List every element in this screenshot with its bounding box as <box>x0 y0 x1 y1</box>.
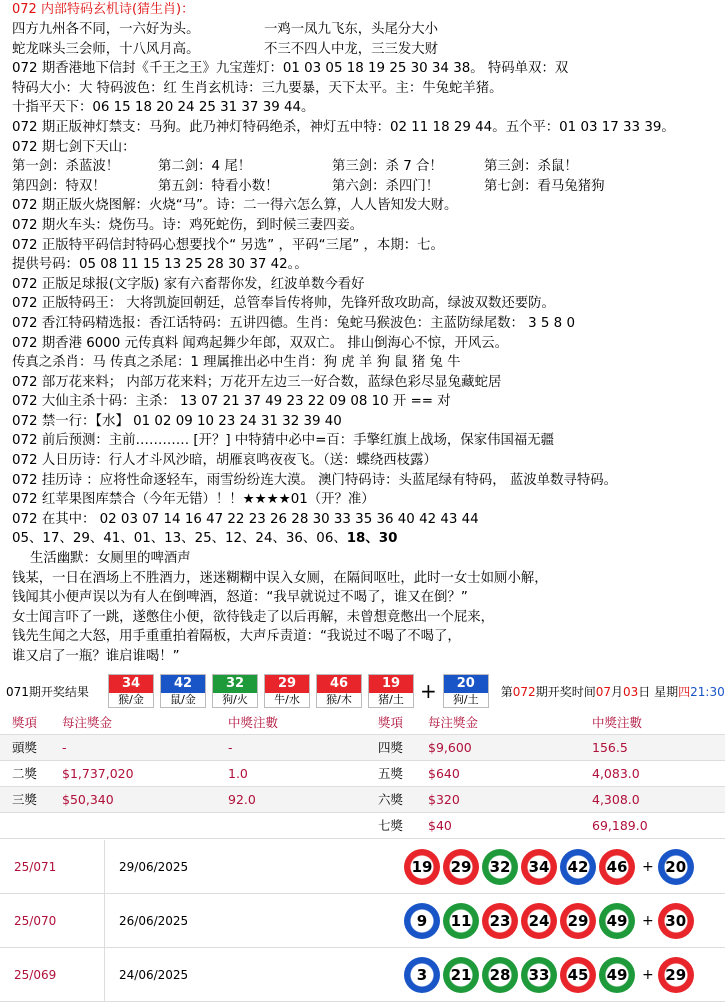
period: 25/070 <box>14 913 57 928</box>
special-lottery-ball: 20 <box>658 849 694 885</box>
header-cell: 中獎注數 <box>592 715 643 730</box>
lottery-ball: 45 <box>560 957 596 993</box>
plus-sign: + <box>642 912 654 929</box>
lottery-ball: 19 <box>404 849 440 885</box>
ball-zodiac: 猴/木 <box>326 693 352 706</box>
prize-cell: 4,083.0 <box>592 766 640 781</box>
text-line: 072 期香港 6000 元传真料 闻鸡起舞少年郎，双双亡。 排山倒海心不惊，开风云。 <box>12 335 509 351</box>
sword-item: 第四剑：特双！ <box>12 178 106 194</box>
text-line: 谁又启了一瓶？谁启谁喝！” <box>12 649 180 664</box>
draw-history <box>0 840 725 1002</box>
ball-set <box>404 849 697 885</box>
text-line: 072 人日历诗：行人才斗风沙暗，胡雁哀鸣夜夜飞。（送：蝶绕西枝露） <box>12 453 437 469</box>
text-line: 072 部万花来料； 内部万花来料；万花开左边三一好合数，蓝绿色彩尽显兔藏蛇居 <box>12 374 502 390</box>
sword-item: 第三剑：杀 7 合！ <box>332 159 443 175</box>
ball-set <box>404 957 697 993</box>
header-cell: 獎項 <box>378 715 404 730</box>
prize-row <box>0 813 725 839</box>
lottery-ball: 29 <box>560 903 596 939</box>
sword-item: 第七剑：看马兔猪狗 <box>484 178 605 194</box>
result-ball <box>160 674 206 708</box>
ball-number: 29 <box>265 675 309 693</box>
prize-cell: 頭獎 <box>12 740 38 755</box>
lottery-ball: 29 <box>443 849 479 885</box>
ball-zodiac: 鼠/金 <box>170 693 196 706</box>
prize-cell: $1,737,020 <box>62 766 134 781</box>
poem-line <box>12 40 725 60</box>
header-cell: 中獎注數 <box>228 715 279 730</box>
special-lottery-ball: 30 <box>658 903 694 939</box>
text-line: 072 前后预测：主前………… [开？] 中特猜中必中=百：手擎红旗上战场，保家伟国福无疆 <box>12 433 555 449</box>
prize-cell <box>0 813 50 838</box>
plus-sign: + <box>420 679 437 703</box>
poem-line <box>12 20 725 40</box>
ball-zodiac: 猪/土 <box>378 693 404 706</box>
draw-date: 26/06/2025 <box>104 894 404 947</box>
lottery-ball: 49 <box>599 957 635 993</box>
prize-table-header <box>0 711 725 735</box>
prize-cell: 六獎 <box>378 792 404 807</box>
text-line: 072 期香港地下信封《千王之王》九宝莲灯：01 03 05 18 19 25 30 34 38。 特码单双：双 <box>12 61 569 77</box>
poem-text: 蛇龙咪头三会师，十八风月高。 <box>12 41 200 57</box>
ball-number: 19 <box>369 675 413 693</box>
poem-text: 不三不四人中龙，三三发大财 <box>264 41 439 57</box>
text-line: 072 在其中： 02 03 07 14 16 47 22 23 26 28 30 33 35 36 40 42 43 44 <box>12 511 479 527</box>
special-ball <box>443 674 489 708</box>
lottery-ball: 32 <box>482 849 518 885</box>
special-lottery-ball: 29 <box>658 957 694 993</box>
history-row <box>0 840 725 894</box>
text-line: 提供号码：05 08 11 15 13 25 28 30 37 42。。 <box>12 257 308 273</box>
text-line: 十指平天下：06 15 18 20 24 25 31 37 39 44。 <box>12 100 315 116</box>
text-line: 072 期正版神灯禁支：马狗。此乃神灯特码绝杀，神灯五中特：02 11 18 29 44。五个平：01 03 17 33 39。 <box>12 119 675 135</box>
prize-cell: 三獎 <box>12 792 38 807</box>
text-line: 072 正版足球报(文字版) 家有六畜帮你发，红波单数今看好 <box>12 276 365 292</box>
lottery-ball: 24 <box>521 903 557 939</box>
prize-cell: $320 <box>428 792 460 807</box>
lottery-ball: 21 <box>443 957 479 993</box>
text-line <box>12 529 725 549</box>
text-line: 072 挂历诗 ：应将性命逐轻车，雨雪纷纷连大漠。 澳门特码诗：头蓝尾绿有特码， 蓝波单数寻特码。 <box>12 472 617 488</box>
prize-cell: 4,308.0 <box>592 792 640 807</box>
text-line: 钱先生闻之大怒，用手重重拍着隔板，大声斥责道：“我说过不喝了不喝了， <box>12 629 461 645</box>
lottery-ball: 3 <box>404 957 440 993</box>
text-line: 女士闻言吓了一跳，遂憋住小便，欲待钱走了以后再解，未曾想竟憋出一个屁来， <box>12 609 495 625</box>
ball-number: 34 <box>109 675 153 693</box>
prize-cell: 二獎 <box>12 766 38 781</box>
sword-item: 第六剑：杀四门！ <box>332 178 440 194</box>
prize-cell <box>50 813 216 838</box>
text-line: 072 期七剑下天山： <box>12 139 136 155</box>
header-cell: 每注獎金 <box>428 715 479 730</box>
number-sequence-bold: 18、30 <box>346 531 398 547</box>
prize-cell: 四獎 <box>378 740 404 755</box>
text-line: 072 香江特码精选报：香江话特码：五讲四德。生肖：兔蛇马猴波色：主蓝防绿尾数： 3 5 8 0 <box>12 315 575 331</box>
prize-cell: 1.0 <box>228 766 248 781</box>
prize-cell: - <box>62 740 67 755</box>
lottery-ball: 28 <box>482 957 518 993</box>
prize-cell: $40 <box>428 818 452 833</box>
prize-cell: $50,340 <box>62 792 114 807</box>
text-line: 072 大仙主杀十码：主杀： 13 07 21 37 49 23 22 09 08 10 开 == 对 <box>12 394 451 410</box>
text-line: 072 正版特平码信封特码心想要找个“ 另选” ，平码“三尾” ，本期：七。 <box>12 237 444 253</box>
result-ball <box>108 674 154 708</box>
sword-item: 第三剑：杀鼠！ <box>484 159 578 175</box>
prize-row <box>0 787 725 813</box>
text-line: 072 红苹果图库禁合（今年无错）！！★★★★01（开？准） <box>12 492 375 508</box>
result-ball <box>368 674 414 708</box>
draw-result-bar <box>0 673 725 709</box>
draw-date: 29/06/2025 <box>104 840 404 893</box>
sword-line <box>12 157 725 177</box>
text-line: 072 正版特码王： 大将凯旋回朝廷，总管奉旨传将帅，先锋歼敌攻助高，绿波双数还要防。 <box>12 296 555 312</box>
text-line: 传真之杀肖：马 传真之杀尾：1 理属推出必中生肖：狗 虎 羊 狗 鼠 猪 兔 牛 <box>12 355 461 371</box>
plus-sign: + <box>642 858 654 875</box>
plus-sign: + <box>642 966 654 983</box>
lottery-ball: 33 <box>521 957 557 993</box>
prize-cell: 156.5 <box>592 740 628 755</box>
poem-text: 四方九州各不同，一六好为头。 <box>12 22 200 37</box>
text-line: 072 期火车头：烧伤马。诗：鸡死蛇伤，到时候三妻四妾。 <box>12 217 364 233</box>
ball-number: 42 <box>161 675 205 693</box>
header-cell: 每注獎金 <box>62 715 113 730</box>
ball-zodiac: 猴/金 <box>118 693 144 706</box>
article-title: 072 内部特码玄机诗(猜生肖)： <box>12 2 195 17</box>
ball-number: 32 <box>213 675 257 693</box>
lottery-ball: 42 <box>560 849 596 885</box>
history-row <box>0 948 725 1002</box>
lottery-ball: 9 <box>404 903 440 939</box>
history-row <box>0 894 725 948</box>
ball-number: 46 <box>317 675 361 693</box>
sword-line <box>12 177 725 197</box>
ball-set <box>404 903 697 939</box>
prize-cell: $9,600 <box>428 740 472 755</box>
sword-item: 第二剑：4 尾！ <box>158 159 252 175</box>
next-draw-info: 第072期开奖时间07月03日 星期四21:30 <box>500 684 725 699</box>
prize-cell: 92.0 <box>228 792 256 807</box>
draw-result-label: 071期开奖结果 <box>6 684 89 699</box>
prize-cell: - <box>228 740 233 755</box>
lottery-ball: 34 <box>521 849 557 885</box>
ball-zodiac: 狗/火 <box>222 693 248 706</box>
sword-item: 第一剑：杀蓝波！ <box>12 159 120 175</box>
period: 25/071 <box>14 859 57 874</box>
lottery-ball: 11 <box>443 903 479 939</box>
prize-row <box>0 761 725 787</box>
header-cell: 獎項 <box>12 715 38 730</box>
prize-cell: 69,189.0 <box>592 818 648 833</box>
text-line: 072 期正版火烧图解：火烧“马”。诗：二一得六怎么算，人人皆知发大财。 <box>12 198 458 214</box>
prize-cell: 七獎 <box>378 818 404 833</box>
text-line: 钱闻其小便声误以为有人在倒啤酒，怒道：“我早就说过不喝了，谁又在倒？” <box>12 590 468 606</box>
lottery-ball: 49 <box>599 903 635 939</box>
text-line: 特码大小：大 特码波色：红 生肖玄机诗：三九要暴，天下太平。主：牛兔蛇羊猪。 <box>12 80 503 96</box>
prize-cell: 五獎 <box>378 766 404 781</box>
result-ball <box>316 674 362 708</box>
lottery-ball: 23 <box>482 903 518 939</box>
prize-cell: $640 <box>428 766 460 781</box>
ball-zodiac: 狗/土 <box>452 693 479 706</box>
draw-date: 24/06/2025 <box>104 948 404 1001</box>
prize-cell <box>216 813 366 838</box>
sword-item: 第五剑：特看小数！ <box>158 178 279 194</box>
period: 25/069 <box>14 967 57 982</box>
text-line: 钱某，一日在酒场上不胜酒力，迷迷糊糊中误入女厕，在隔间呕吐，此时一女士如厕小解， <box>12 570 548 586</box>
number-sequence: 05、17、29、41、01、13、25、12、24、36、06、 <box>12 531 347 547</box>
lottery-ball: 46 <box>599 849 635 885</box>
prize-table <box>0 711 725 839</box>
ball-number: 20 <box>444 675 488 693</box>
result-ball <box>264 674 310 708</box>
prize-row <box>0 735 725 761</box>
text-line: 072 禁一行：【水】 01 02 09 10 23 24 31 32 39 40 <box>12 413 342 429</box>
humor-title: 生活幽默：女厕里的啤酒声 <box>30 551 191 567</box>
ball-zodiac: 牛/水 <box>274 693 300 706</box>
poem-text: 一鸡一凤九飞东，头尾分大小 <box>264 22 439 37</box>
result-ball <box>212 674 258 708</box>
